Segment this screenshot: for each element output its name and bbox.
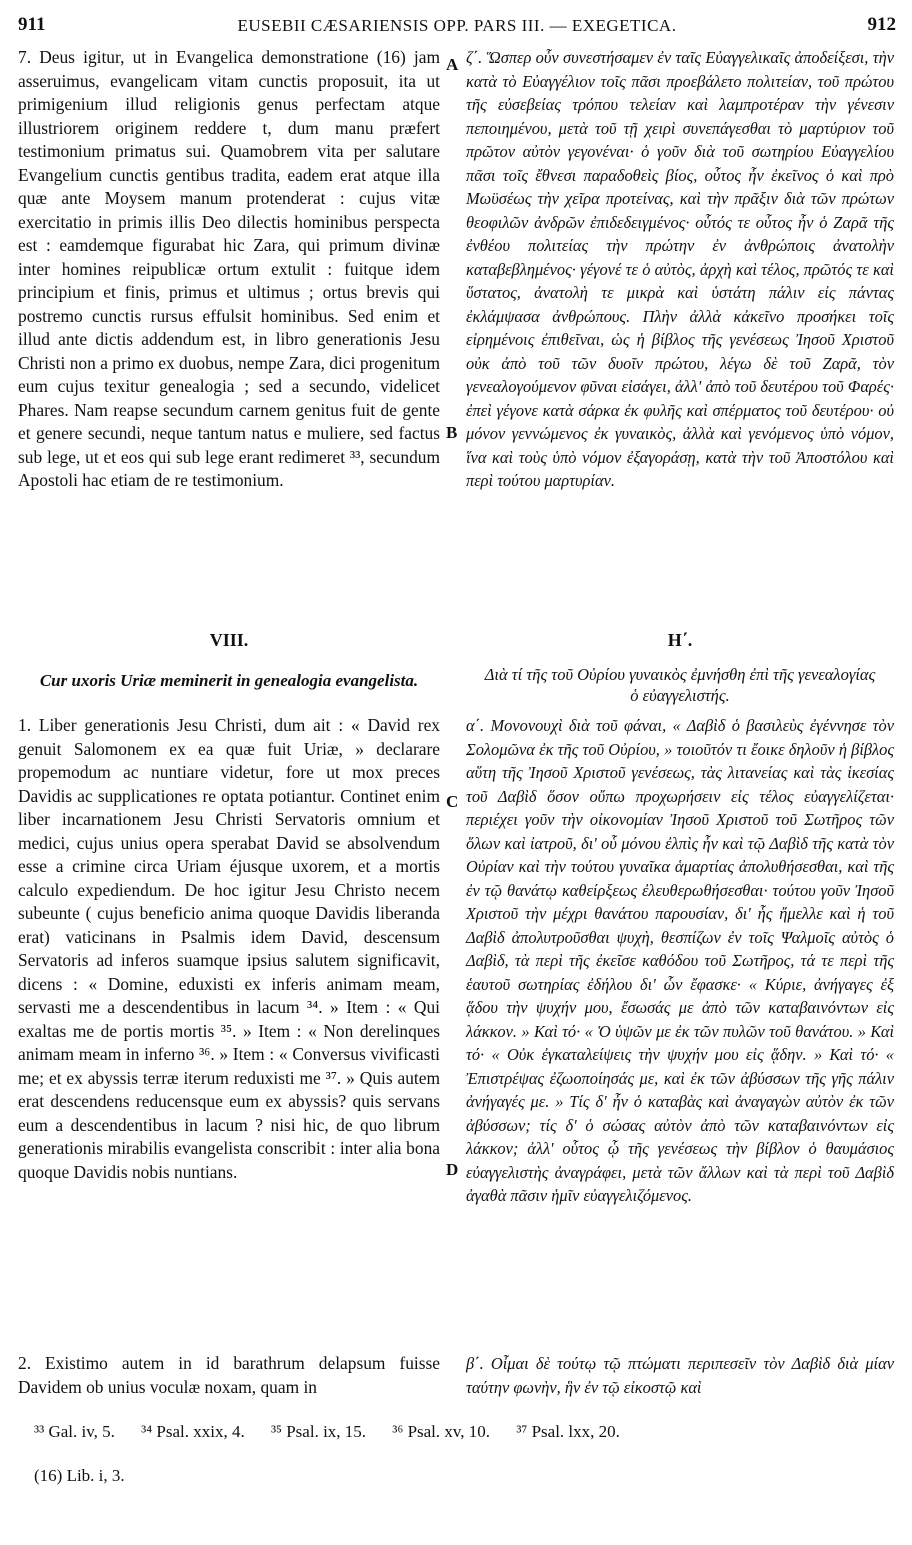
margin-mark-d: D [446, 1160, 459, 1179]
section-number-latin: VIII. [209, 630, 249, 650]
greek-column-section8-p2 [466, 1352, 894, 1399]
note-36: ³⁶ Psal. xv, 10. [392, 1422, 491, 1441]
greek-paragraph-8-2: β΄. Οἶμαι δὲ τούτῳ τῷ πτώματι περιπεσεῖν τὸν Δαβὶδ διὰ μίαν ταύτην φωνὴν, ἣν ἐν τῷ εἰκοστῷ καὶ [466, 1354, 894, 1397]
footnote-16: (16) Lib. i, 3. [34, 1466, 125, 1485]
latin-column-section7 [18, 46, 440, 493]
latin-paragraph-8-2: 2. Existimo autem in id barathrum delapsum fuisse Davidem ob unius voculæ noxam, quam in [18, 1353, 440, 1397]
running-title: EUSEBII CÆSARIENSIS OPP. PARS III. — EXEGETICA. [237, 16, 677, 35]
section-number-greek: Η΄. [667, 630, 693, 650]
latin-paragraph-8-1: 1. Liber generationis Jesu Christi, dum ait : « David rex genuit Salomonem ex ea quæ fuit Uriæ, » declarare propemodum ac nuntiare videtur, fore ut mox preces Davidis ac supplicationes re optata potiantur. Continet enim liber incarnationem Jesu Christi Servatoris omnium et medici, cujus unius opera sperabat David se absolvendum esse a crimine circa Uriam éjusque uxorem, et a mortis calculo expediendum. De hoc igitur Jesu Christo necem subeunte ( cujus beneficio anima quoque Davidis liberanda erat) vaticinans in Psalmis idem David, descensum Servatoris ad inferos suamque ipsius salutem significavit, dicens : « Domine, eduxisti ex inferis animam meam, servasti me a descendentibus in lacum ³⁴. » Item : « Qui exaltas me de portis mortis ³⁵. » Item : « Non derelinques animam meam in inferno ³⁶. » Item : « Conversus vivificasti me; et ex abyssis terræ iterum reduxisti me ³⁷. » Quis autem erat descendens reducensque eum ex abyssis? quis servans eum a descendentibus in lacum ? nisi hic, de quo librum generationis mirabilis evangelista conscribit : inter alia bona quoque Davidis nobis nuntians. [18, 715, 440, 1182]
note-33: ³³ Gal. iv, 5. [34, 1422, 115, 1441]
scripture-notes [34, 1422, 884, 1442]
section-title-greek: Διὰ τί τῆς τοῦ Οὐρίου γυναικὸς ἐμνήσθη ἐπὶ τῆς γενεαλογίας ὁ εὐαγγελιστής. [484, 665, 876, 705]
margin-mark-c: C [446, 792, 459, 811]
greek-column-section8 [466, 714, 894, 1208]
greek-column-section7 [466, 46, 894, 493]
latin-paragraph-7: 7. Deus igitur, ut in Evangelica demonstratione (16) jam asseruimus, evangelicam vitam cunctis proposuit, ita ut primigenium illud religionis genus perfectam atque illustriorem originem reddere t, dum manu præfert testimonium primatus sui. Quamobrem vita per salutare Evangelium cunctis gentibus tradita, eadem erat atque illa quæ ante Moysem manum protenderat : cujus vitæ exercitatio in primis illis Deo dilectis hominibus perspecta est : eamdemque figurabat hic Zara, qui primum divinæ inter homines reipublicæ ortum extulit : fuitque idem principium et finis, primus et ultimus ; ortus brevis qui postremo cunctis rursus effulsit hominibus. Sed enim et illud ante dictis addendum est, in libro generationis Jesu Christi non a primo ex duobus, nempe Zara, dici progenitum eum cujus texitur genealogia ; sed a secundo, videlicet Phares. Nam reapse secundum carnem genitus fuit de gente et genere secundi, neque tantum natus e muliere, sed factus sub lege, ut et eos qui sub lege erant redimeret ³³, secundum Apostoli hac etiam de re testimonium. [18, 47, 440, 490]
greek-paragraph-8-1: α΄. Μονονουχὶ διὰ τοῦ φάναι, « Δαβὶδ ὁ βασιλεὺς ἐγέννησε τὸν Σολομῶνα ἐκ τῆς τοῦ Οὐρίου, » τοιοῦτόν τι ἔοικε δηλοῦν ἡ βίβλος αὕτη τῆς Ἰησοῦ Χριστοῦ γενέσεως, τὰς λιτανείας καὶ τὰς ἱκεσίας τοῦ Δαβὶδ ὅσον οὔπω προχωρήσειν εἰς τέλος εὐαγγελίζεται· περιέχει γοῦν τὴν οἰκονομίαν Ἰησοῦ Χριστοῦ τοῦ Σωτῆρος τῶν ὅλων καὶ ἰατροῦ, δι' οὗ μόνου ἐλπὶς ἦν καὶ τῷ Δαβὶδ τῆς κατὰ τὸν Οὐρίαν καὶ τὴν τούτου γυναῖκα ἁμαρτίας ἀπολυθήσεσθαι, καὶ τῆς ἐν τῷ θανάτῳ καθείρξεως ἐλευθερωθήσεσθαι· τούτου γοῦν Ἰησοῦ Χριστοῦ τὴν μέχρι θανάτου παρουσίαν, δι' ἧς ἤμελλε καὶ ἡ τοῦ Δαβὶδ ἀπολυτροῦσθαι ψυχὴ, θεσπίζων ἐν τοῖς Ψαλμοῖς αὐτὸς ὁ Δαβὶδ, τὰ περὶ τῆς ἐκεῖσε καθόδου τοῦ Σωτῆρος, τά τε περὶ τῆς ἑαυτοῦ σωτηρίας ἐδήλου δι' ὧν ἔφασκε· « Κύριε, ἀνήγαγες ἐξ ᾅδου τὴν ψυχήν μου, ἔσωσάς με ἀπὸ τῶν καταβαινόντων εἰς λάκκον. » Καὶ τό· « Ὁ ὑψῶν με ἐκ τῶν πυλῶν τοῦ θανάτου. » Καὶ τό· « Οὐκ ἐγκαταλείψεις τὴν ψυχήν μου εἰς ᾅδην. » Καὶ τό· « Ἐπιστρέψας ἐζωοποίησάς με, καὶ ἐκ τῶν ἀβύσσων τῆς γῆς πάλιν ἀνήγαγές με. » Τίς δ' ἦν ὁ καταβὰς καὶ ἀναγαγὼν αὐτὸν ἐκ τῶν ἀβύσσων; τίς δ' ὁ σώσας αὐτὸν ἀπὸ τῶν καταβαινόντων εἰς λάκκον; ἀλλ' οὗτος ᾧ τῆς γενέσεως τὴν βίβλον ὁ θαυμάσιος εὐαγγελιστὴς ἀναγράφει, μετὰ τῶν ἄλλων καὶ τὰ περὶ τοῦ Δαβὶδ ἀγαθὰ πᾶσιν ἡμῖν εὐαγγελιζόμενος. [466, 716, 894, 1205]
page-number-right: 912 [867, 14, 896, 35]
note-37: ³⁷ Psal. lxx, 20. [516, 1422, 620, 1441]
latin-column-section8-p2 [18, 1352, 440, 1399]
note-35: ³⁵ Psal. ix, 15. [270, 1422, 367, 1441]
margin-mark-a: A [446, 55, 459, 74]
greek-paragraph-7: ζ΄. Ὥσπερ οὖν συνεστήσαμεν ἐν ταῖς Εὐαγγελικαῖς ἀποδείξεσι, τὴν κατὰ τὸ Εὐαγγέλιον τοῖς πᾶσι προεβάλετο πολιτείαν, τοῦ πρώτου τῆς εὐσεβείας τρόπου τελείαν καὶ λαμπροτέραν τὴν γένεσιν πεποιημένου, μετὰ τοῦ τῇ χειρὶ συνεπάγεσθαι τὸ μαρτύριον τοῦ πρῶτον αὐτὸν γεγονέναι· ὁ γοῦν διὰ τοῦ σωτηρίου Εὐαγγελίου πᾶσι τοῖς ἔθνεσι παραδοθεὶς βίος, οὗτος ἦν ἐκεῖνος ὁ καὶ πρὸ Μωϋσέως τὴν χεῖρα προτείνας, καὶ τὴν πρᾶξιν διὰ τῶν πρώτων θεοφιλῶν ἀνδρῶν ἐπιδεδειγμένος· οὗτός τε οὗτος ἦν ὁ Ζαρᾶ τῆς ἐνθέου πολιτείας τὴν πρώτην ἐν ἀνθρώποις ἀνατολὴν καταβεβλημένος· γέγονέ τε ὁ αὐτὸς, ἀρχὴ καὶ τέλος, πρῶτός τε καὶ ὕστατος, ἀνατολὴ τε μικρὰ καὶ ὑστάτη πάλιν εἰς πάντας ἐκλάμψασα ἀνθρώπους. Πλὴν ἀλλὰ κἀκεῖνο προσήκει τοῖς εἰρημένοις ἐπιθεῖναι, ὡς ἡ βίβλος τῆς γενέσεως Ἰησοῦ Χριστοῦ οὐκ ἀπὸ τοῦ τῶν δυοῖν πρώτου, λέγω δὲ τοῦ Ζαρᾶ, τὸν γενεαλογούμενον φῦναι εἰσάγει, ἀλλ' ἀπὸ τοῦ δευτέρου τοῦ Φαρές· ἐπεὶ γέγονε κατὰ σάρκα ἐκ φυλῆς καὶ σπέρματος τοῦ δευτέρου· οὐ μόνον γεννώμενος ἐκ γυναικὸς, ἀλλὰ καὶ γενόμενος ὑπὸ νόμον, ἵνα καὶ τοὺς ὑπὸ νόμον ἐξαγοράσῃ, κατὰ τὴν τοῦ Ἀποστόλου καὶ περὶ τούτου μαρτυρίαν. [466, 48, 894, 490]
margin-mark-b: B [446, 423, 458, 442]
section-title-latin: Cur uxoris Uriæ meminerit in genealogia evangelista. [39, 671, 419, 690]
latin-column-section8 [18, 714, 440, 1184]
note-34: ³⁴ Psal. xxix, 4. [141, 1422, 245, 1441]
page-number-left: 911 [18, 14, 46, 35]
running-header [18, 10, 896, 40]
